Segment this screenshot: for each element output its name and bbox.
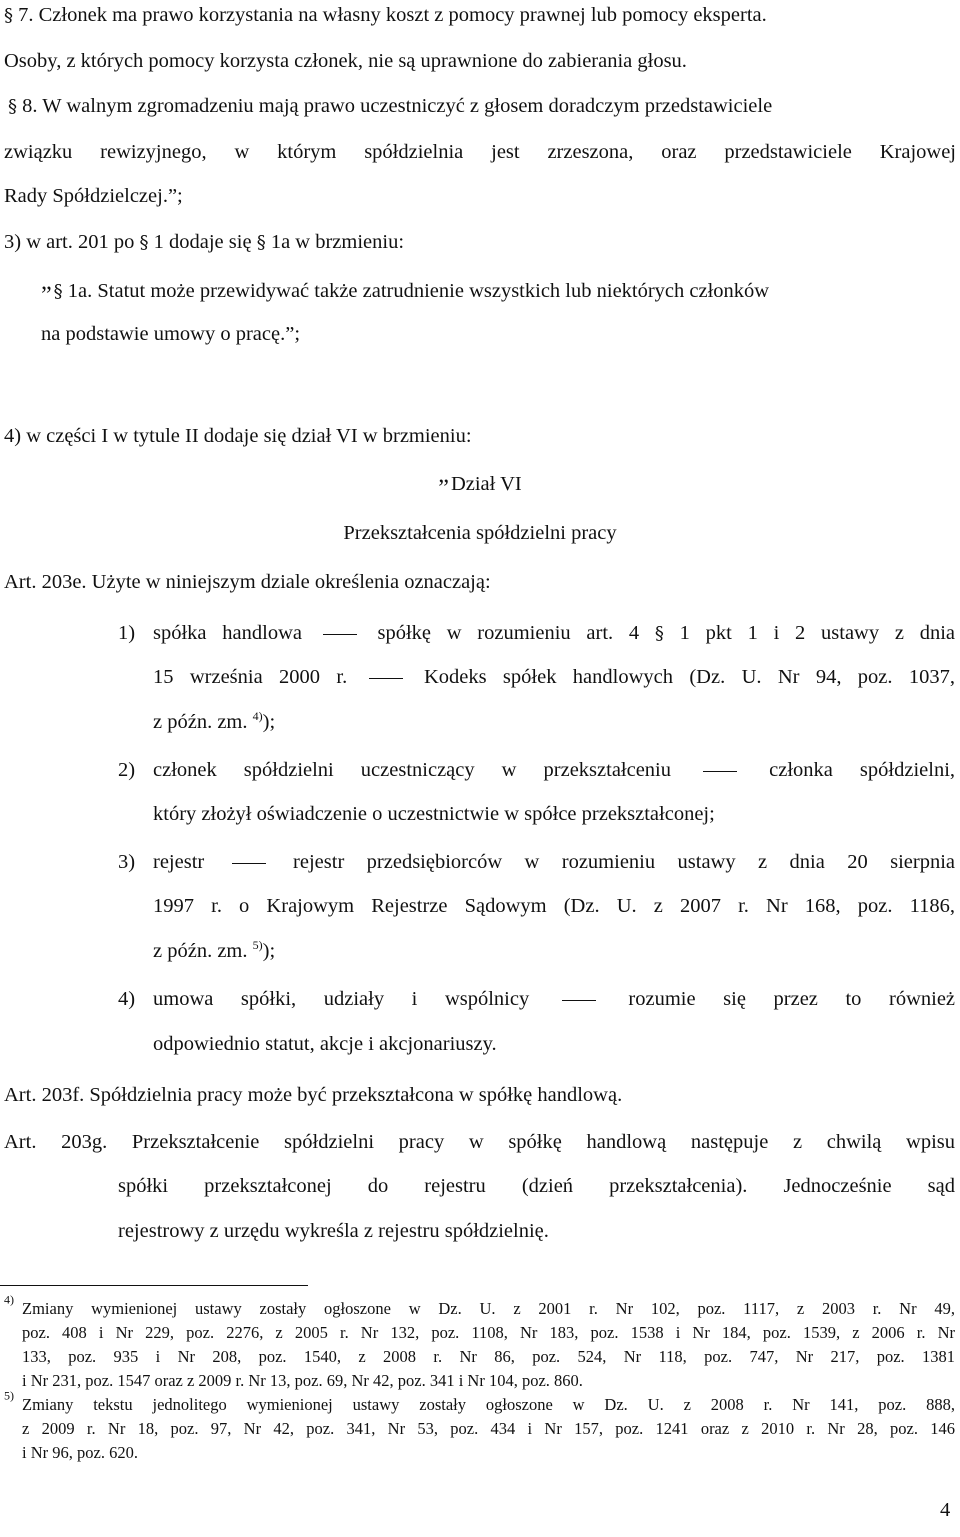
chapter-heading — [0, 462, 960, 497]
footnote-4-line-3: 133, poz. 935 i Nr 208, poz. 1540, z 2008 r. Nr 86, poz. 524, Nr 118, poz. 747, Nr 217, poz. 1381 — [22, 1347, 955, 1366]
footnote-5-line-1: Zmiany tekstu jednolitego wymienionej ustawy zostały ogłoszone w Dz. U. z 2008 r. Nr 141, poz. 888, — [22, 1395, 955, 1414]
definition-1-line-2: 15 września 2000 r. Kodeks spółek handlowych (Dz. U. Nr 94, poz. 1037, — [153, 666, 956, 688]
footnote-5-line-2: z 2009 r. Nr 18, poz. 97, Nr 42, poz. 341, Nr 53, poz. 434 i Nr 157, poz. 1241 oraz z 2010 r. Nr 28, poz. 146 — [22, 1419, 955, 1438]
em-dash — [232, 863, 266, 864]
section-symbol: § — [256, 232, 266, 253]
section-symbol: § — [53, 281, 63, 302]
em-dash — [323, 634, 357, 635]
footnote-separator — [0, 1285, 308, 1286]
footnote-4-mark: 4) — [4, 1292, 14, 1307]
article-203f: Art. 203f. Spółdzielnia pracy może być przekształcona w spółkę handlową. — [4, 1084, 623, 1106]
em-dash — [703, 771, 737, 772]
paragraph-8-line-3: Rady Spółdzielczej.”; — [4, 185, 183, 207]
paragraph-8-line-2: związku rewizyjnego, w którym spółdzielnia jest zrzeszona, oraz przedstawiciele Krajowej — [4, 141, 956, 163]
paragraph-7-line-1: § 7. Członek ma prawo korzystania na własny koszt z pomocy prawnej lub pomocy eksperta. — [4, 4, 767, 26]
article-203g-line-2: spółki przekształconej do rejestru (dzień przekształcenia). Jednocześnie sąd — [118, 1175, 955, 1197]
footnote-ref-4: 4) — [252, 709, 263, 724]
footnote-4-line-4: i Nr 231, poz. 1547 oraz z 2009 r. Nr 13, poz. 69, Nr 42, poz. 341 i Nr 104, poz. 860. — [22, 1371, 583, 1390]
definition-4-line-2: odpowiednio statut, akcje i akcjonariuszy. — [153, 1033, 497, 1055]
definition-4-line-1: umowa spółki, udziały i wspólnicy rozumie się przez to również — [153, 988, 956, 1010]
footnote-ref-5: 5) — [252, 938, 263, 953]
page-number: 4 — [940, 1499, 951, 1521]
definition-2-line-1: członek spółdzielni uczestniczący w przekształceniu członka spółdzielni, — [153, 759, 956, 781]
paragraph-7-line-2: Osoby, z których pomocy korzysta członek, nie są uprawnione do zabierania głosu. — [4, 50, 687, 72]
amendment-item-3: 3) w art. 201 po § 1 dodaje się § 1a w brzmieniu: — [4, 231, 405, 253]
section-symbol: § — [654, 623, 664, 644]
quoted-paragraph-1a-line-2: na podstawie umowy o pracę.”; — [41, 323, 301, 345]
definition-1-number: 1) — [118, 622, 136, 644]
section-symbol: § — [4, 5, 13, 26]
definition-3-line-2: 1997 r. o Krajowym Rejestrze Sądowym (Dz. U. z 2007 r. Nr 168, poz. 1186, — [153, 895, 955, 917]
definition-2-line-2: który złożył oświadczenie o uczestnictwie w spółce przekształconej; — [153, 803, 715, 825]
paragraph-8-line-1: § 8. W walnym zgromadzeniu mają prawo uczestniczyć z głosem doradczym przedstawiciele — [8, 95, 773, 117]
amendment-item-4: 4) w części I w tytule II dodaje się dział VI w brzmieniu: — [4, 425, 472, 447]
article-203g-line-3: rejestrowy z urzędu wykreśla z rejestru spółdzielnię. — [118, 1220, 549, 1242]
definition-4-number: 4) — [118, 988, 136, 1010]
definition-3-number: 3) — [118, 851, 136, 873]
quoted-paragraph-1a-line-1: „ § 1a. Statut może przewidywać także zatrudnienie wszystkich lub niektórych członków — [41, 269, 770, 302]
footnote-4-line-1: Zmiany wymienionej ustawy zostały ogłoszone w Dz. U. z 2001 r. Nr 102, poz. 1117, z 2003 r. Nr 49, — [22, 1299, 955, 1318]
definition-2-number: 2) — [118, 759, 136, 781]
article-203g-line-1: Art. 203g. Przekształcenie spółdzielni pracy w spółkę handlową następuje z chwilą wpisu — [4, 1131, 955, 1153]
footnote-4-line-2: poz. 408 i Nr 229, poz. 2276, z 2005 r. Nr 132, poz. 1108, Nr 183, poz. 1538 i Nr 184, poz. 1539, z 2006 r. Nr — [22, 1323, 955, 1342]
em-dash — [562, 1000, 596, 1001]
opening-quote: „ — [438, 462, 449, 488]
section-symbol: § — [8, 96, 17, 117]
chapter-heading-text: Dział VI — [450, 473, 522, 495]
em-dash — [369, 678, 403, 679]
footnote-5-line-3: i Nr 96, poz. 620. — [22, 1443, 138, 1462]
definition-1-line-3: z późn. zm. $^{4)}$); — [153, 709, 276, 733]
definition-3-line-3: z późn. zm. $^{5)}$); — [153, 938, 276, 962]
definition-3-line-1: rejestr rejestr przedsiębiorców w rozumieniu ustawy z dnia 20 sierpnia — [153, 851, 955, 873]
opening-quote: „ — [41, 269, 52, 295]
footnote-5-mark: 5) — [4, 1388, 14, 1403]
article-203e: Art. 203e. Użyte w niniejszym dziale określenia oznaczają: — [4, 571, 491, 593]
section-symbol: § — [139, 232, 149, 253]
definition-1-line-1: spółka handlowa spółkę w rozumieniu art. 4 § 1 pkt 1 i 2 ustawy z dnia — [153, 622, 955, 644]
chapter-title: Przekształcenia spółdzielni pracy — [343, 522, 617, 544]
